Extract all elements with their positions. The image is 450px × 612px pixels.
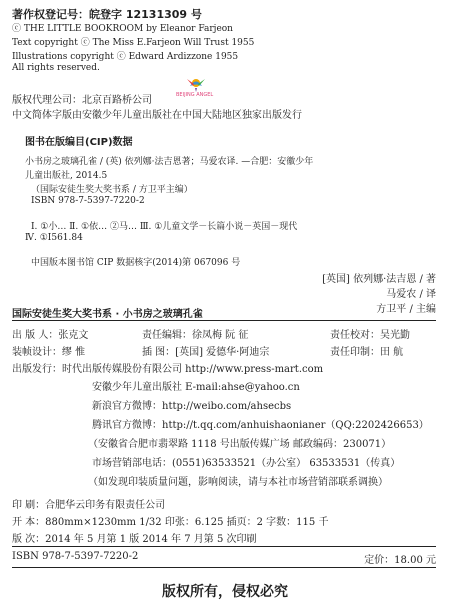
book-title: 国际安徒生奖大奖书系 · 小书房之玻璃孔雀 xyxy=(12,309,203,320)
authorization-statement: 中文简体字版由安徽少年儿童出版社在中国大陆地区独家出版发行 xyxy=(12,110,302,121)
printer: 印 刷：合肥华云印务有限责任公司 xyxy=(12,500,166,511)
publisher-phone: 市场营销部电话：(0551)63533521（办公室） 63533531（传真） xyxy=(92,458,401,469)
credit-author: [英国] 依列娜·法吉恩 / 著 xyxy=(322,274,436,285)
edition-info: 版 次：2014 年 5 月第 1 版 2014 年 7 月第 5 次印刷 xyxy=(12,534,257,545)
format-specs: 开 本：880mm×1230mm 1/32 印张：6.125 插页：2 字数：115 千 xyxy=(12,517,329,528)
cip-text: （国际安徒生奖大奖书系 / 方卫平主编） xyxy=(31,185,193,195)
copyright-line: Illustrations copyright ⓒ Edward Ardizzone 1955 xyxy=(12,52,239,62)
divider xyxy=(12,546,436,547)
copyright-line: Text copyright ⓒ The Miss E.Farjeon Will Trust 1955 xyxy=(12,38,255,48)
publisher-weibo-sina: 新浪官方微博：http://weibo.com/ahsecbs xyxy=(92,401,292,412)
staff-distributor: 出版发行：时代出版传媒股份有限公司 http://www.press-mart.com xyxy=(12,364,324,375)
isbn: ISBN 978-7-5397-7220-2 xyxy=(12,551,139,562)
publisher-email: 安徽少年儿童出版社 E-mail:ahse@yahoo.cn xyxy=(92,382,300,393)
price: 定价：18.00 元 xyxy=(364,555,436,566)
publisher-quality-note: （如发现印装质量问题，影响阅读，请与本社市场营销部联系调换） xyxy=(88,477,388,488)
copyright-agent: 版权代理公司：北京百路桥公司 xyxy=(12,95,152,106)
staff-designer: 装帧设计：缪 惟 xyxy=(12,347,86,358)
copyright-line: ⓒ THE LITTLE BOOKROOM by Eleanor Farjeon xyxy=(12,24,233,34)
credit-editor: 方卫平 / 主编 xyxy=(376,304,436,315)
rights-reserved-footer: 版权所有，侵权必究 xyxy=(162,584,288,600)
publisher-address: （安徽省合肥市翡翠路 1118 号出版传媒广场 邮政编码：230071） xyxy=(88,439,392,450)
divider xyxy=(12,320,436,321)
cip-heading: 图书在版编目(CIP)数据 xyxy=(25,137,133,148)
staff-editors: 责任编辑：徐凤梅 阮 征 xyxy=(142,330,249,341)
cip-classification: Ⅳ. ①I561.84 xyxy=(25,233,83,243)
staff-publisher: 出 版 人：张克文 xyxy=(12,330,89,341)
staff-proofreader: 责任校对：吴光勤 xyxy=(330,330,410,341)
divider xyxy=(12,567,436,568)
copyright-line: All rights reserved. xyxy=(12,63,100,73)
publisher-angel-logo: BEIJING ANGEL xyxy=(176,74,216,104)
publisher-weibo-tencent: 腾讯官方微博：http://t.qq.com/anhuishaonianer（QQ:2202426653） xyxy=(92,420,429,431)
staff-illustrator: 插 图：[英国] 爱德华·阿迪宗 xyxy=(142,347,270,358)
cip-text: 儿童出版社, 2014.5 xyxy=(25,171,108,181)
registration-number: 著作权登记号：皖登字 12131309 号 xyxy=(12,8,202,21)
cip-text: 小书房之玻璃孔雀 / (英) 依列娜·法吉恩著；马爱农译. —合肥：安徽少年 xyxy=(25,157,314,167)
cip-isbn: ISBN 978-7-5397-7220-2 xyxy=(31,196,145,206)
cip-verification: 中国版本图书馆 CIP 数据核字(2014)第 067096 号 xyxy=(31,258,241,268)
credit-translator: 马爱农 / 译 xyxy=(386,289,436,300)
staff-printing-supervisor: 责任印制：田 航 xyxy=(330,347,404,358)
cip-classification: Ⅰ. ①小… Ⅱ. ①依… ②马… Ⅲ. ①儿童文学－长篇小说－英国－现代 xyxy=(31,222,298,232)
